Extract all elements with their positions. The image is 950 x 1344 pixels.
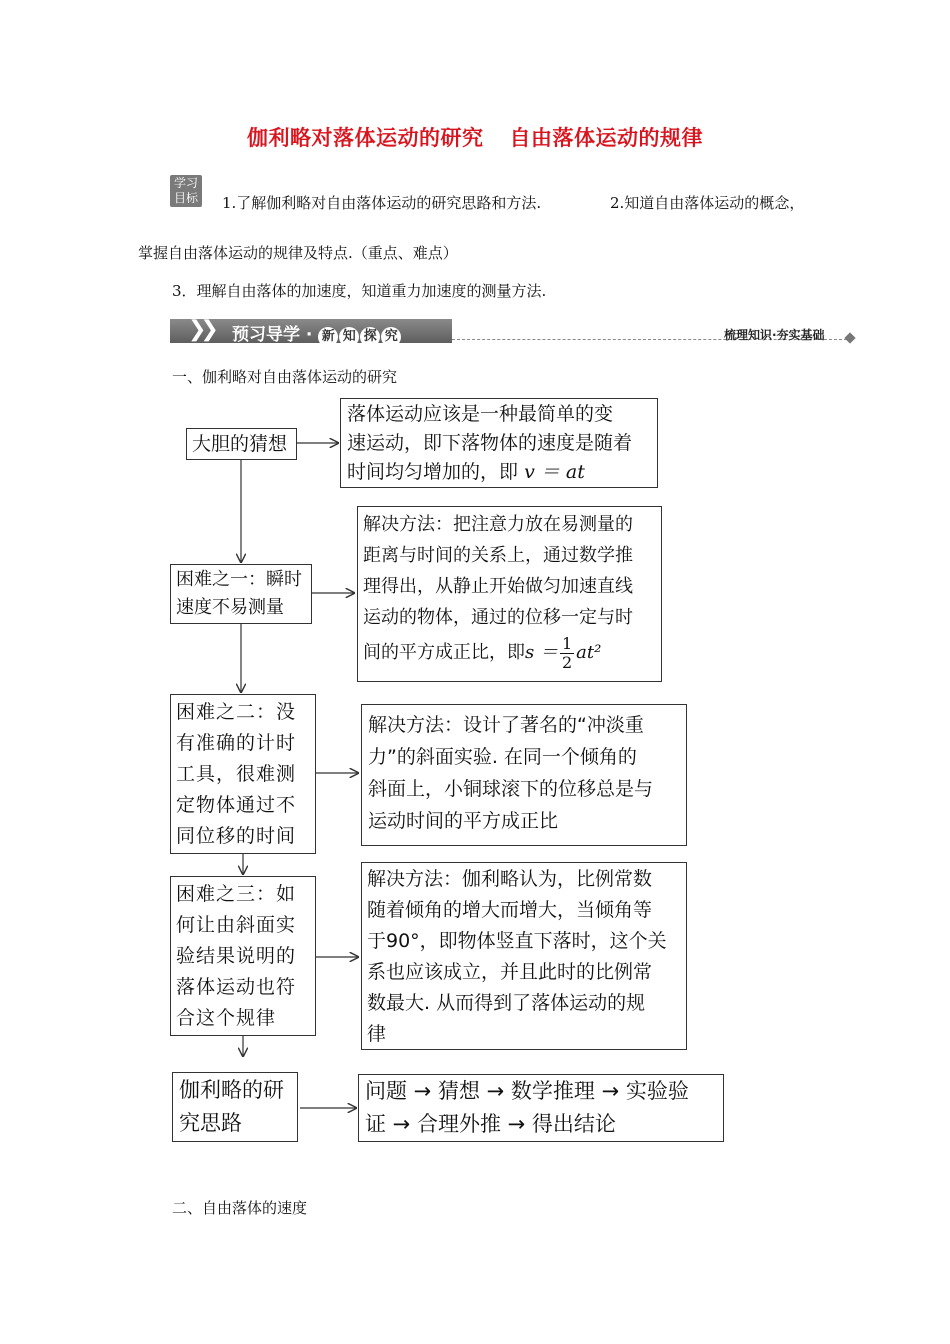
flow-box-difficulty-2: 困难之二：没 有准确的计时 工具，很难测 定物体通过不 同位移的时间 (170, 694, 316, 854)
flow-box-difficulty-3: 困难之三：如 何让由斜面实 验结果说明的 落体运动也符 合这个规律 (170, 876, 316, 1036)
flow-box-galileo-method: 伽利略的研 究思路 (172, 1072, 298, 1142)
objective-3: 3．理解自由落体的加速度，知道重力加速度的测量方法. (172, 282, 547, 300)
flow-box-bold-guess: 大胆的猜想 (186, 428, 297, 460)
learning-objectives-tag: 学习 目标 (170, 175, 202, 207)
flow-box-solution-1: 解决方法：把注意力放在易测量的 距离与时间的关系上，通过数学推 理得出，从静止开始做匀加速直线 运动的物体，通过的位移一定与时 间的平方成正比，即s ＝ $\frac{1}{2}$ at² (357, 506, 662, 682)
banner-title: 预习导学 · 新 知 探 究 (232, 320, 402, 347)
objective-1: 1.了解伽利略对自由落体运动的研究思路和方法. (222, 194, 542, 212)
flow-box-difficulty-1: 困难之一：瞬时 速度不易测量 (170, 564, 312, 624)
flow-box-solution-2: 解决方法：设计了著名的“冲淡重 力”的斜面实验. 在同一个倾角的 斜面上，小铜球滚下的位移总是与 运动时间的平方成正比 (361, 704, 687, 846)
page-title: 伽利略对落体运动的研究 自由落体运动的规律 (247, 126, 703, 150)
flow-box-solution-3: 解决方法：伽利略认为，比例常数 随着倾角的增大而增大，当倾角等 于90°，即物体竖直下落时，这个关 系也应该成立，并且此时的比例常 数最大. 从而得到了落体运动的规 律 (361, 862, 687, 1050)
section-heading-2: 二、自由落体的速度 (172, 1199, 308, 1217)
banner-subtitle: 梳理知识·夯实基础 (724, 328, 825, 342)
objective-2-start: 2.知道自由落体运动的概念， (610, 194, 805, 212)
objective-2-end: 掌握自由落体运动的规律及特点.（重点、难点） (138, 244, 458, 262)
double-chevron-icon: ❯❯ (188, 317, 213, 342)
flow-box-guess-detail: 落体运动应该是一种最简单的变 速运动，即下落物体的速度是随着 时间均匀增加的，即 v ＝ at (340, 398, 658, 488)
flow-box-method-steps: 问题 → 猜想 → 数学推理 → 实验验 证 → 合理外推 → 得出结论 (358, 1074, 724, 1142)
section-heading-1: 一、伽利略对自由落体运动的研究 (172, 368, 398, 386)
